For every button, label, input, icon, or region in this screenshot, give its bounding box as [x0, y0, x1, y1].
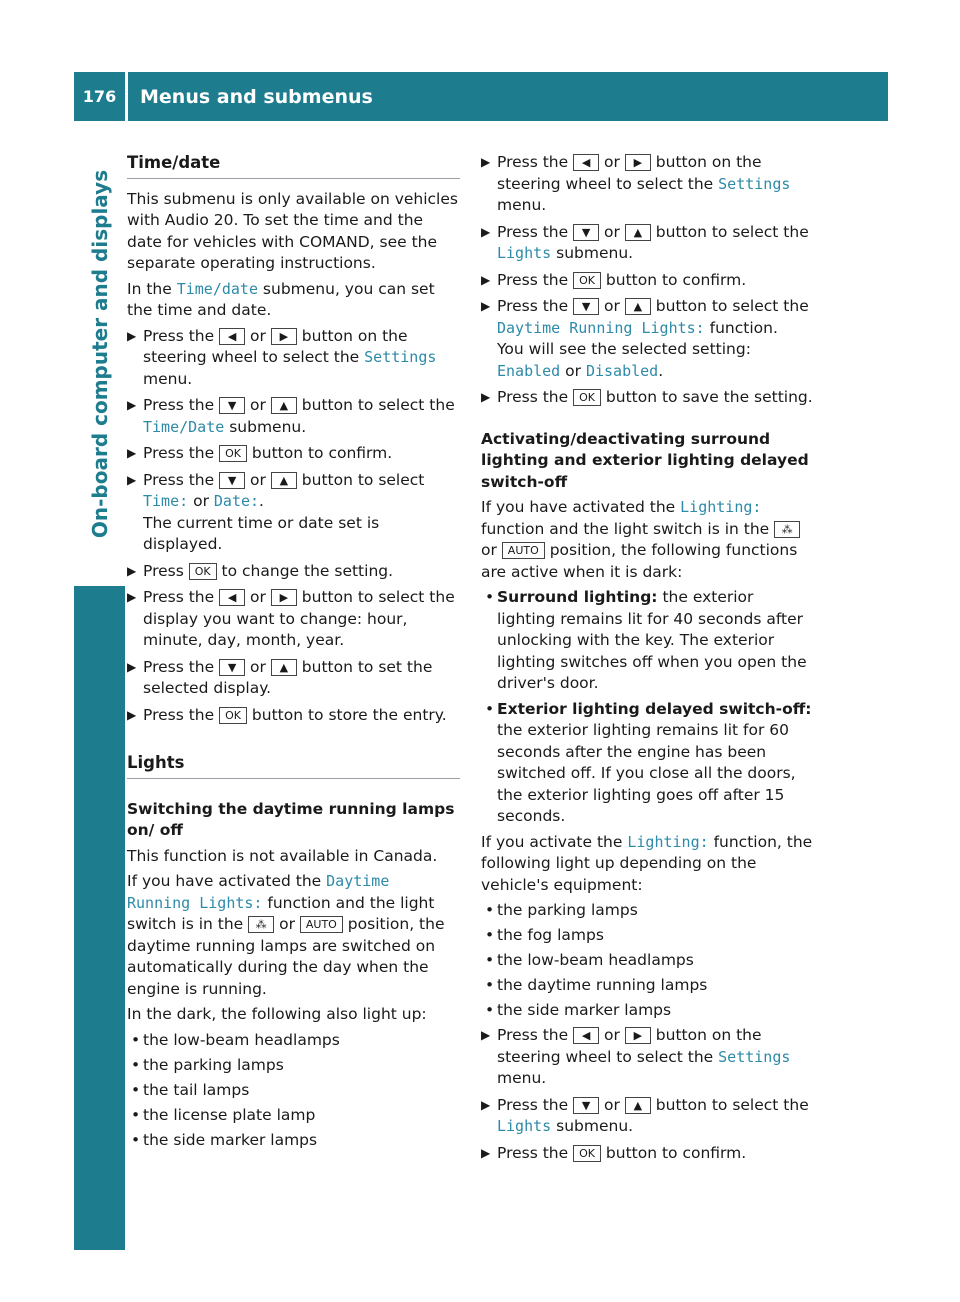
light-key-icon: ⁂ — [248, 916, 274, 933]
subheading: Activating/deactivating surround lighting and exterior lighting delayed switch-off — [481, 429, 809, 491]
paragraph: If you activate the Lighting: function, the following light up depending on the vehicle's equipment: — [481, 832, 813, 894]
right-key-icon: ▶ — [271, 589, 297, 606]
up-key-icon: ▲ — [271, 397, 297, 414]
step-arrow-icon: ▶ — [481, 299, 491, 313]
instruction-step: ▶ Press the ▼ or ▲ button to select Time: or Date:. The current time or date set is displayed. — [127, 470, 425, 553]
step-arrow-icon: ▶ — [127, 707, 137, 722]
menu-term: Date: — [213, 492, 260, 510]
step-arrow-icon: ▶ — [127, 398, 137, 412]
down-key-icon: ▼ — [219, 472, 245, 489]
list-item: • the side marker lamps — [485, 1001, 672, 1019]
step-arrow-icon: ▶ — [127, 563, 137, 578]
up-key-icon: ▲ — [271, 472, 297, 489]
paragraph: If you have activated the Lighting: function and the light switch is in the ⁂ or AUTO position, the following functions are active when it is dark: — [481, 497, 814, 583]
instruction-step: ▶ Press the ◀ or ▶ button on the steering wheel to select the Settings menu. — [127, 326, 437, 388]
up-key-icon: ▲ — [625, 224, 651, 241]
paragraph: In the Time/date submenu, you can set the time and date. — [127, 279, 435, 319]
section-heading-lights: Lights — [127, 752, 460, 779]
down-key-icon: ▼ — [573, 1097, 599, 1114]
step-arrow-icon: ▶ — [127, 328, 137, 343]
instruction-step: ▶ Press the OK button to confirm. — [481, 270, 814, 292]
step-arrow-icon: ▶ — [127, 446, 137, 460]
step-arrow-icon: ▶ — [481, 155, 491, 169]
left-key-icon: ◀ — [573, 1027, 599, 1044]
menu-term: Time/date — [176, 279, 258, 298]
section-heading-timedate: Time/date — [127, 152, 460, 179]
step-arrow-icon: ▶ — [481, 1028, 491, 1042]
list-item: • the fog lamps — [485, 926, 604, 944]
light-key-icon: ⁂ — [774, 521, 800, 538]
ok-key-icon: OK — [573, 272, 601, 289]
paragraph: If you have activated the Daytime Running Lights: function and the light switch is in the ⁂ or AUTO position, the daytime running lamps are switched on automatically during the day when the engine is running. — [127, 872, 445, 998]
auto-key-icon: AUTO — [502, 542, 545, 559]
left-key-icon: ◀ — [219, 589, 245, 606]
list-item: • Surround lighting: the exterior lighting remains lit for 40 seconds after unlocking with the key. The exterior lighting switches off when you open the driver's door. — [485, 588, 807, 692]
down-key-icon: ▼ — [219, 659, 245, 676]
auto-key-icon: AUTO — [300, 916, 343, 933]
side-tab-label: On-board computer and displays — [88, 169, 112, 539]
list-item: • the side marker lamps — [131, 1130, 318, 1149]
menu-term: Settings — [718, 174, 791, 193]
menu-term: Lighting: — [680, 498, 762, 516]
list-item: • the daytime running lamps — [485, 976, 708, 994]
menu-term: Daytime Running Lights: — [127, 872, 390, 912]
step-arrow-icon: ▶ — [127, 659, 137, 674]
instruction-step: ▶ Press the ▼ or ▲ button to select the Daytime Running Lights: function. You will see the selected setting: Enabled or Disabled. — [481, 297, 809, 380]
instruction-step: ▶ Press the OK button to store the entry. — [127, 705, 460, 727]
menu-term: Settings — [718, 1047, 791, 1066]
menu-term: Time: — [143, 492, 189, 510]
instruction-step: ▶ Press the OK button to confirm. — [481, 1143, 814, 1165]
step-arrow-icon: ▶ — [481, 272, 491, 287]
step-arrow-icon: ▶ — [481, 224, 491, 239]
right-key-icon: ▶ — [625, 1027, 651, 1044]
step-arrow-icon: ▶ — [481, 1145, 491, 1160]
subheading: Switching the daytime running lamps on/ off — [127, 799, 455, 839]
instruction-step: ▶ Press the OK button to save the setting. — [481, 387, 814, 409]
menu-term: Settings — [364, 348, 437, 366]
instruction-step: ▶ Press the ▼ or ▲ button to select the Lights submenu. — [481, 1095, 809, 1135]
step-arrow-icon: ▶ — [481, 1097, 491, 1112]
list-item: • the license plate lamp — [131, 1105, 316, 1124]
menu-term: Daytime Running Lights: — [497, 318, 705, 337]
right-key-icon: ▶ — [271, 328, 297, 345]
instruction-step: ▶ Press the ◀ or ▶ button on the steering wheel to select the Settings menu. — [481, 153, 791, 214]
instruction-step: ▶ Press the OK button to confirm. — [127, 443, 460, 465]
list-item: • Exterior lighting delayed switch-off: the exterior lighting remains lit for 60 seconds after the engine has been switched off. If you close all the doors, the exterior lighting goes off after 15 seconds. — [485, 699, 812, 825]
menu-term: Time/Date — [143, 417, 225, 436]
paragraph: This submenu is only available on vehicles with Audio 20. To set the time and the date for vehicles with COMAND, see the separate operating instructions. — [127, 189, 458, 272]
instruction-step: ▶ Press the ◀ or ▶ button to select the display you want to change: hour, minute, day, month, year. — [127, 588, 455, 649]
menu-term: Enabled — [497, 361, 561, 380]
ok-key-icon: OK — [189, 563, 217, 580]
menu-term: Lighting: — [627, 832, 709, 851]
page-number: 176 — [82, 87, 117, 106]
left-key-icon: ◀ — [573, 154, 599, 171]
down-key-icon: ▼ — [573, 298, 599, 315]
right-column — [481, 152, 814, 1169]
list-item: • the parking lamps — [131, 1055, 284, 1074]
up-key-icon: ▲ — [625, 1097, 651, 1114]
ok-key-icon: OK — [219, 707, 247, 724]
menu-term: Lights — [497, 244, 552, 262]
list-item: • the tail lamps — [131, 1080, 250, 1099]
instruction-step: ▶ Press the ▼ or ▲ button to select the Lights submenu. — [481, 222, 809, 262]
up-key-icon: ▲ — [271, 659, 297, 676]
down-key-icon: ▼ — [573, 224, 599, 241]
list-item: • the low-beam headlamps — [131, 1030, 340, 1049]
left-column — [127, 152, 460, 1155]
down-key-icon: ▼ — [219, 397, 245, 414]
menu-term: Disabled — [585, 361, 659, 380]
list-item: • the parking lamps — [485, 901, 638, 919]
instruction-step: ▶ Press the ▼ or ▲ button to set the selected display. — [127, 657, 433, 697]
ok-key-icon: OK — [573, 1145, 601, 1162]
step-arrow-icon: ▶ — [127, 472, 137, 487]
left-key-icon: ◀ — [219, 328, 245, 345]
instruction-step: ▶ Press the ◀ or ▶ button on the steering wheel to select the Settings menu. — [481, 1026, 791, 1087]
instruction-step: ▶ Press OK to change the setting. — [127, 561, 460, 583]
step-arrow-icon: ▶ — [481, 390, 491, 404]
right-key-icon: ▶ — [625, 154, 651, 171]
ok-key-icon: OK — [219, 445, 247, 462]
up-key-icon: ▲ — [625, 298, 651, 315]
paragraph: In the dark, the following also light up: — [127, 1005, 427, 1023]
list-item: • the low-beam headlamps — [485, 951, 694, 969]
instruction-step: ▶ Press the ▼ or ▲ button to select the Time/Date submenu. — [127, 396, 455, 436]
paragraph: This function is not available in Canada. — [127, 846, 438, 865]
page-title: Menus and submenus — [140, 85, 373, 108]
header-divider — [125, 72, 128, 121]
ok-key-icon: OK — [573, 389, 601, 406]
menu-term: Lights — [497, 1117, 552, 1135]
step-arrow-icon: ▶ — [127, 590, 137, 604]
